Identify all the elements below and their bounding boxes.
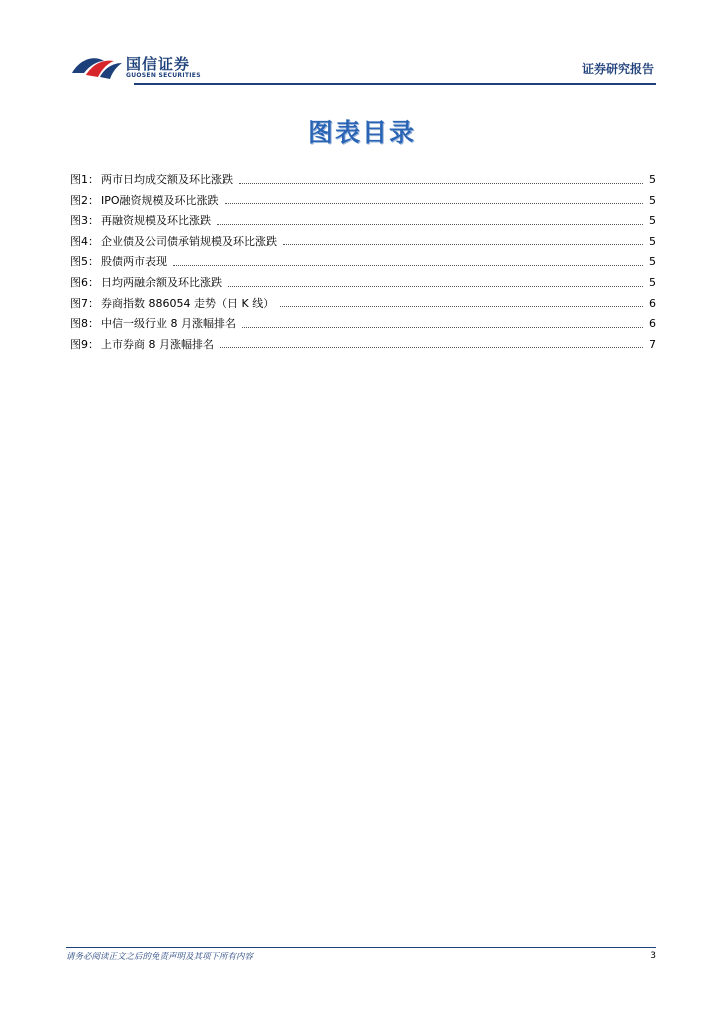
toc-item-page: 5: [649, 214, 656, 228]
toc-item-page: 5: [649, 255, 656, 269]
toc-item-page: 6: [649, 317, 656, 331]
toc-leader-dots: [217, 223, 643, 225]
toc-item-text: IPO融资规模及环比涨跌: [101, 193, 219, 207]
toc-leader-dots: [239, 182, 643, 184]
toc-item-text: 两市日均成交额及环比涨跌: [101, 173, 233, 186]
toc-leader-dots: [173, 264, 643, 266]
toc-item[interactable]: [70, 232, 656, 253]
toc-item[interactable]: [70, 211, 656, 232]
toc-item-text: 再融资规模及环比涨跌: [101, 214, 211, 228]
page-number: 3: [650, 951, 656, 961]
toc-item-text: 股债两市表现: [101, 255, 167, 269]
toc-item[interactable]: [70, 314, 656, 335]
toc-item-page: 6: [649, 296, 656, 310]
toc-item-text: 券商指数 886054 走势（日 K 线）: [101, 296, 275, 310]
header-divider: [134, 83, 656, 85]
toc-item-label: 图9：: [70, 337, 99, 351]
company-name-cn: 国信证券: [126, 55, 191, 73]
toc-item[interactable]: [70, 170, 656, 191]
toc-item[interactable]: [70, 191, 656, 212]
toc-item-text: 日均两融余额及环比涨跌: [101, 275, 222, 289]
toc-leader-dots: [242, 326, 643, 328]
toc-item-page: 5: [649, 173, 656, 186]
toc-leader-dots: [225, 202, 643, 204]
toc-list: [70, 170, 656, 355]
toc-item-text: 企业债及公司债承销规模及环比涨跌: [101, 234, 277, 248]
toc-item-text: 上市券商 8 月涨幅排名: [101, 337, 214, 351]
toc-leader-dots: [283, 243, 643, 245]
toc-item[interactable]: [70, 252, 656, 273]
toc-leader-dots: [280, 305, 643, 307]
footer-divider: [66, 947, 656, 948]
page-header: [66, 48, 656, 86]
toc-item[interactable]: [70, 335, 656, 356]
report-type-label: 证券研究报告: [581, 62, 654, 76]
toc-item-page: 7: [649, 337, 656, 351]
toc-item-text: 中信一级行业 8 月涨幅排名: [101, 317, 236, 331]
company-name-en: GUOSEN SECURITIES: [126, 72, 201, 79]
toc-item-page: 5: [649, 275, 656, 289]
toc-item[interactable]: [70, 294, 656, 315]
toc-item-page: 5: [649, 193, 656, 207]
toc-item-label: 图2：: [70, 193, 99, 207]
toc-item-label: 图8：: [70, 317, 99, 331]
toc-item-label: 图6：: [70, 275, 99, 289]
toc-item-label: 图7：: [70, 296, 99, 310]
toc-item-page: 5: [649, 234, 656, 248]
toc-item-label: 图1：: [70, 173, 99, 186]
toc-leader-dots: [228, 285, 643, 287]
footer-disclaimer: 请务必阅读正文之后的免责声明及其项下所有内容: [66, 952, 254, 962]
toc-leader-dots: [220, 346, 643, 348]
toc-title: 图表目录: [307, 118, 416, 147]
toc-item-label: 图3：: [70, 214, 99, 228]
toc-item[interactable]: [70, 273, 656, 294]
toc-item-label: 图4：: [70, 234, 99, 248]
toc-item-label: 图5：: [70, 255, 99, 269]
guosen-logo-icon: [70, 51, 124, 81]
